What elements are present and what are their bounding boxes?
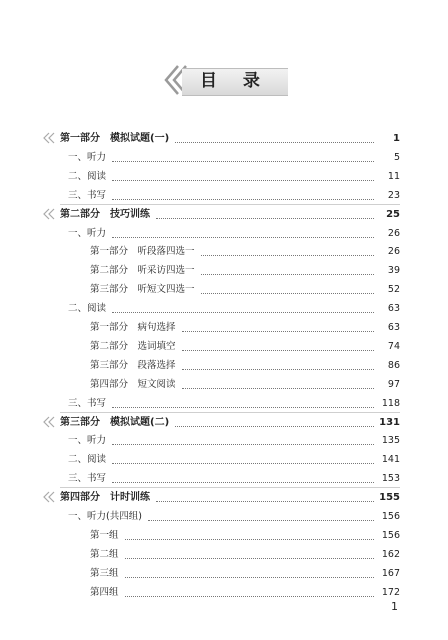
- dot-leader: [112, 161, 374, 162]
- part-separator: [60, 487, 400, 488]
- toc-entry-page: 97: [387, 378, 400, 390]
- dot-leader: [112, 482, 374, 483]
- toc-entry-label: 三、书写: [68, 397, 107, 409]
- toc-entry-page: 135: [381, 435, 400, 447]
- toc-subsection-row[interactable]: [90, 319, 400, 335]
- toc-entry-label: 一、听力: [68, 227, 107, 239]
- toc-entry-page: 131: [379, 416, 400, 428]
- toc-entry-label: 第三部分 听短文四选一: [90, 284, 195, 296]
- toc-section-row[interactable]: [68, 432, 400, 448]
- toc-entry-page: 156: [381, 529, 400, 541]
- toc-subsection-row[interactable]: [90, 243, 400, 259]
- toc-entry-page: 26: [387, 227, 400, 239]
- toc-entry-page: 25: [386, 208, 400, 220]
- toc-entry-label: 一、听力: [68, 151, 107, 163]
- toc-section-row[interactable]: [68, 470, 400, 486]
- toc-part-row[interactable]: [60, 130, 400, 146]
- toc-entry-label: 一、听力: [68, 435, 107, 447]
- toc-entry-label: 第二部分 技巧训练: [60, 208, 150, 220]
- toc-header: [164, 64, 288, 96]
- dot-leader: [175, 426, 374, 427]
- toc-subsection-row[interactable]: [90, 546, 400, 562]
- toc-entry-label: 三、书写: [68, 473, 107, 485]
- toc-subsection-row[interactable]: [90, 281, 400, 297]
- toc-entry-page: 86: [387, 359, 400, 371]
- toc-entry-page: 155: [379, 492, 400, 504]
- toc-entry-label: 二、阅读: [68, 454, 107, 466]
- dot-leader: [112, 180, 374, 181]
- toc-subsection-row[interactable]: [90, 338, 400, 354]
- toc-entry-label: 第四部分 计时训练: [60, 492, 150, 504]
- page-title: 目 录: [200, 71, 270, 91]
- toc-entry-label: 第一组: [90, 529, 119, 541]
- toc-entry-label: 第一部分 模拟试题(一): [60, 133, 170, 144]
- dot-leader: [112, 199, 374, 200]
- double-chevron-icon: [43, 416, 57, 428]
- dot-leader: [201, 293, 374, 294]
- toc-entry-label: 二、阅读: [68, 170, 107, 182]
- dot-leader: [112, 444, 374, 445]
- toc-entry-label: 三、书写: [68, 189, 107, 201]
- dot-leader: [112, 463, 374, 464]
- dot-leader: [182, 350, 374, 351]
- toc-part-row[interactable]: [60, 206, 400, 222]
- toc-entry-label: 第二部分 选词填空: [90, 340, 176, 352]
- dot-leader: [182, 331, 374, 332]
- dot-leader: [112, 407, 374, 408]
- toc-entry-page: 63: [387, 303, 400, 315]
- double-chevron-icon: [43, 132, 57, 144]
- toc-section-row[interactable]: [68, 300, 400, 316]
- toc-entry-label: 第三组: [90, 567, 119, 579]
- toc-section-row[interactable]: [68, 451, 400, 467]
- toc-entry-label: 第四部分 短文阅读: [90, 378, 176, 390]
- toc-entry-page: 5: [393, 151, 400, 163]
- toc-subsection-row[interactable]: [90, 357, 400, 373]
- dot-leader: [125, 596, 374, 597]
- dot-leader: [201, 255, 374, 256]
- toc-entry-label: 第三部分 模拟试题(二): [60, 416, 170, 428]
- toc-entry-page: 141: [381, 454, 400, 466]
- toc-section-row[interactable]: [68, 168, 400, 184]
- toc-entry-label: 第二组: [90, 548, 119, 560]
- dot-leader: [112, 312, 374, 313]
- toc-part-row[interactable]: [60, 414, 400, 430]
- toc-entry-page: 26: [387, 246, 400, 258]
- dot-leader: [148, 520, 374, 521]
- dot-leader: [125, 577, 374, 578]
- toc-entry-label: 第四组: [90, 586, 119, 598]
- dot-leader: [125, 539, 374, 540]
- dot-leader: [182, 388, 374, 389]
- toc-subsection-row[interactable]: [90, 565, 400, 581]
- toc-entry-page: 172: [381, 586, 400, 598]
- toc-subsection-row[interactable]: [90, 527, 400, 543]
- toc-entry-page: 23: [387, 189, 400, 201]
- toc-subsection-row[interactable]: [90, 584, 400, 600]
- toc-subsection-row[interactable]: [90, 376, 400, 392]
- toc-entry-label: 第一部分 病句选择: [90, 322, 176, 333]
- toc-entry-label: 第二部分 听采访四选一: [90, 265, 195, 277]
- toc-entry-page: 153: [381, 473, 400, 485]
- toc-entry-page: 74: [387, 340, 400, 352]
- double-chevron-icon: [43, 491, 57, 503]
- part-separator: [60, 412, 400, 413]
- toc-entry-page: 156: [381, 511, 400, 522]
- toc-section-row[interactable]: [68, 187, 400, 203]
- toc-entry-label: 二、阅读: [68, 303, 107, 315]
- toc-part-row[interactable]: [60, 489, 400, 505]
- toc-subsection-row[interactable]: [90, 262, 400, 278]
- toc-section-row[interactable]: [68, 149, 400, 165]
- toc-entry-page: 39: [387, 265, 400, 277]
- part-separator: [60, 204, 400, 205]
- toc-entry-page: 162: [381, 548, 400, 560]
- toc-section-row[interactable]: [68, 508, 400, 524]
- dot-leader: [125, 558, 374, 559]
- toc-entry-page: 11: [387, 170, 400, 182]
- dot-leader: [156, 501, 374, 502]
- toc-entry-page: 63: [387, 322, 400, 333]
- toc-section-row[interactable]: [68, 225, 400, 241]
- toc-entry-label: 一、听力(共四组): [68, 511, 142, 522]
- dot-leader: [156, 218, 374, 219]
- page-number: 1: [391, 600, 398, 613]
- dot-leader: [182, 369, 374, 370]
- toc-entry-page: 167: [381, 567, 400, 579]
- toc-entry-label: 第一部分 听段落四选一: [90, 246, 195, 258]
- toc-entry-label: 第三部分 段落选择: [90, 359, 176, 371]
- dot-leader: [175, 142, 374, 143]
- toc-entry-page: 52: [387, 284, 400, 296]
- toc-entry-page: 1: [393, 133, 400, 144]
- toc-section-row[interactable]: [68, 395, 400, 411]
- dot-leader: [112, 237, 374, 238]
- dot-leader: [201, 274, 374, 275]
- double-chevron-icon: [43, 208, 57, 220]
- toc-entry-page: 118: [381, 397, 400, 409]
